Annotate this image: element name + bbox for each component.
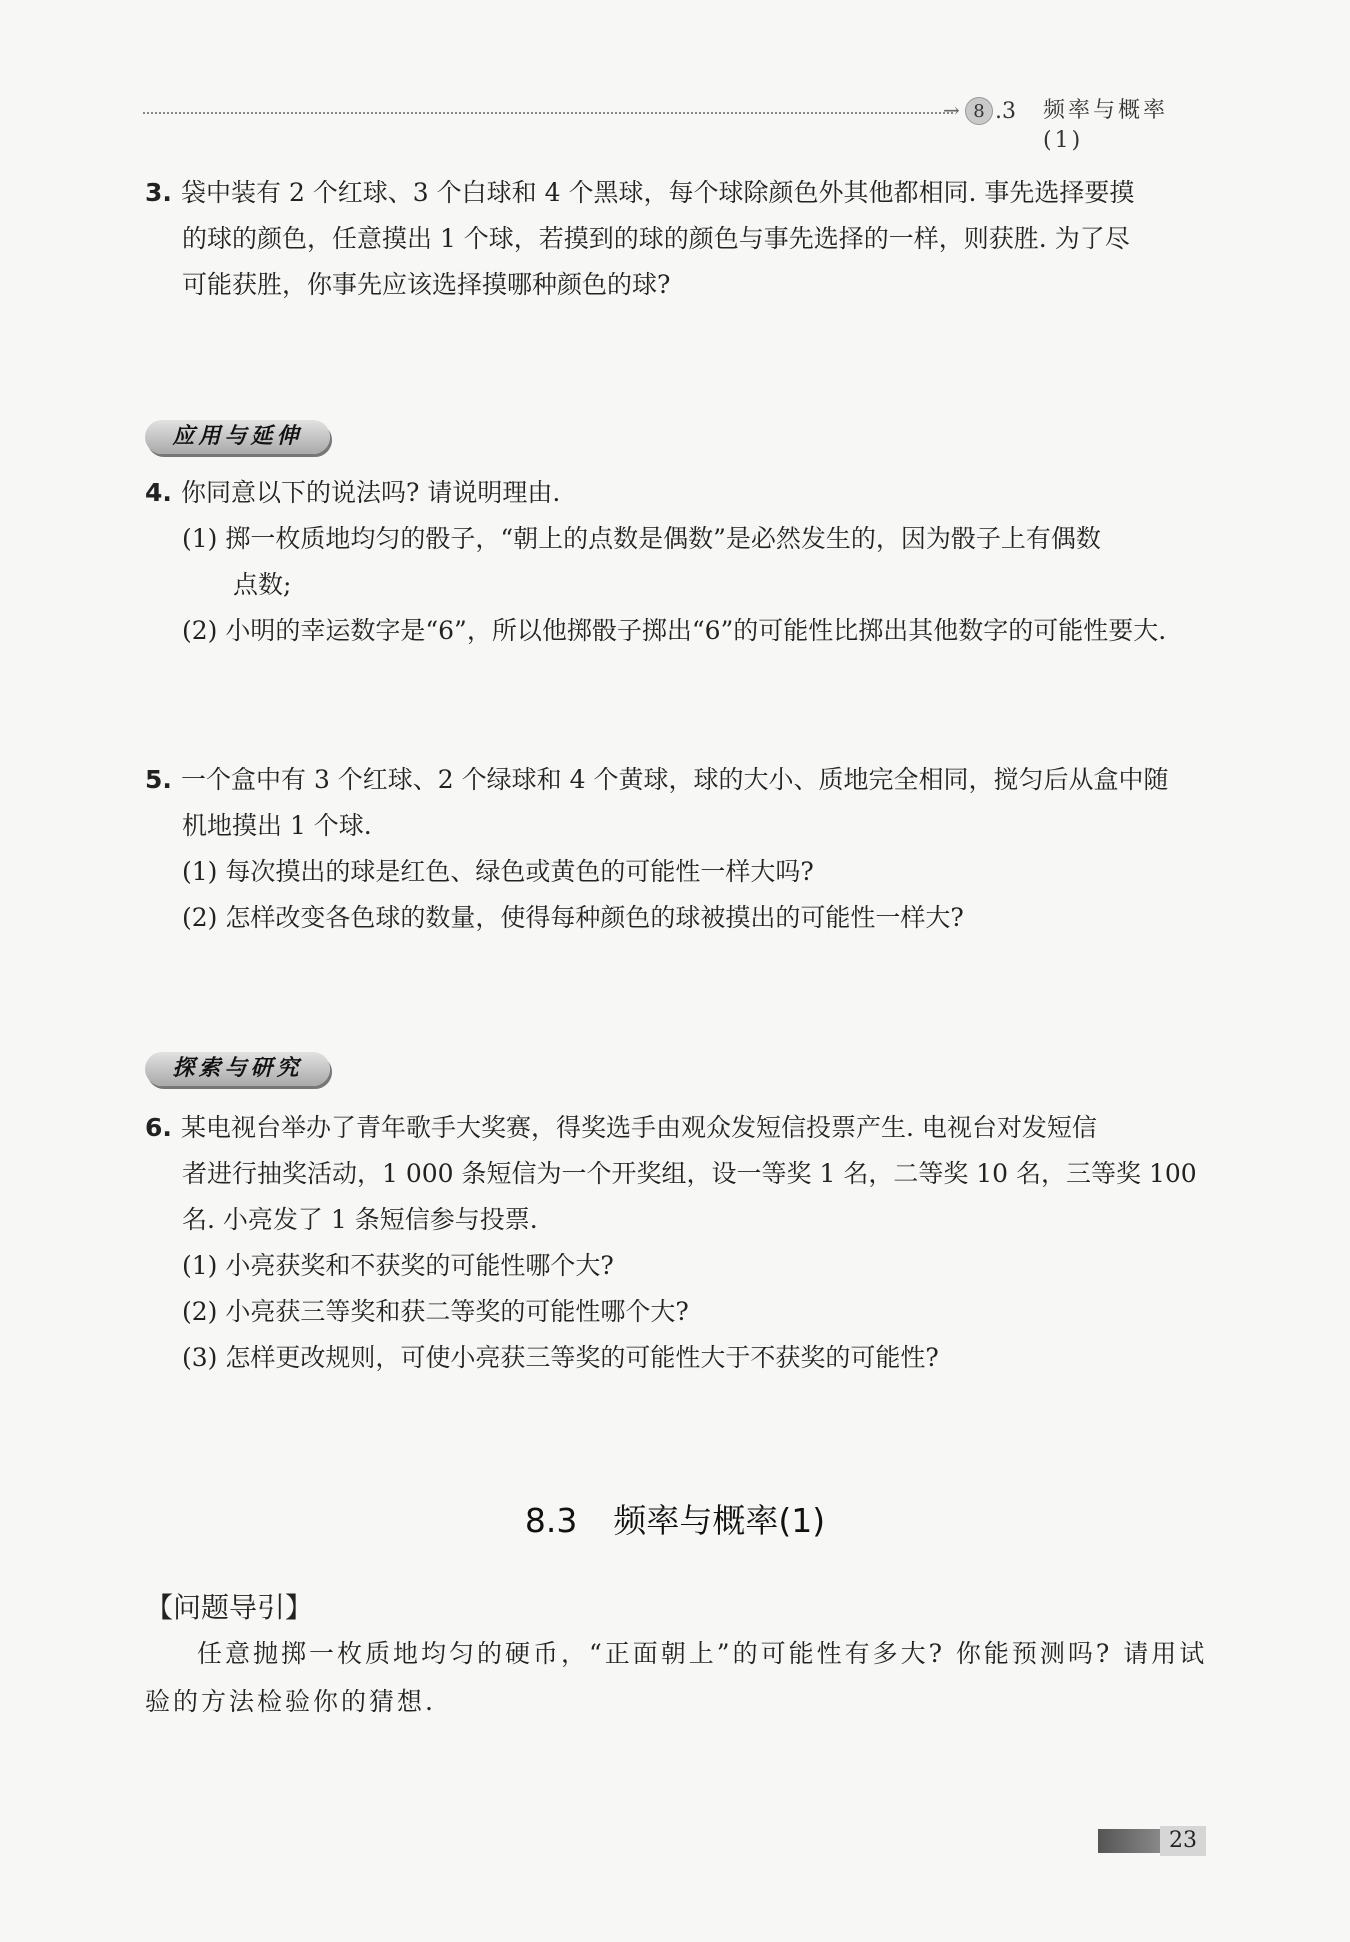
problem-3-line-3: 可能获胜，你事先应该选择摸哪种颜色的球?: [182, 270, 671, 299]
section-heading-title: 频率与概率(1): [613, 1501, 826, 1540]
problem-5-stem-2: 机地摸出 1 个球.: [182, 811, 372, 840]
section-badge: 8: [965, 97, 993, 125]
problem-4-stem: [145, 470, 1205, 516]
running-header: [143, 96, 1203, 153]
header-section-suffix: .3: [995, 98, 1016, 124]
problem-5: [145, 757, 1205, 941]
problem-3: [145, 170, 1205, 308]
problem-6: [145, 1105, 1205, 1381]
problem-5-stem-1: [145, 757, 1205, 803]
problem-4: [145, 470, 1205, 654]
problem-6-sub-2: (2) 小亮获三等奖和获二等奖的可能性哪个大?: [182, 1297, 689, 1326]
problem-number: 5.: [145, 765, 172, 794]
guide-line-1: 任意抛掷一枚质地均匀的硬币，“正面朝上”的可能性有多大? 你能预测吗? 请用试: [197, 1639, 1208, 1668]
page-number: 23: [1160, 1826, 1206, 1856]
problem-6-sub-1: (1) 小亮获奖和不获奖的可能性哪个大?: [182, 1251, 614, 1280]
problem-6-stem-1: [145, 1105, 1205, 1151]
guide-label: 【问题导引】: [145, 1591, 314, 1624]
problem-6-stem-2: 者进行抽奖活动，1 000 条短信为一个开奖组，设一等奖 1 名，二等奖 10 名，三等奖 100: [182, 1159, 1197, 1188]
header-section-number: [965, 96, 1016, 126]
problem-number: 4.: [145, 478, 172, 507]
problem-5-sub-2: (2) 怎样改变各色球的数量，使得每种颜色的球被摸出的可能性一样大?: [182, 903, 964, 932]
tag-explore-research: 探索与研究: [145, 1052, 330, 1086]
section-heading: [0, 1495, 1350, 1542]
header-dotted-line: [143, 112, 953, 114]
problem-3-line-1: [145, 170, 1205, 216]
problem-number: 6.: [145, 1113, 172, 1142]
problem-text: 一个盒中有 3 个红球、2 个绿球和 4 个黄球，球的大小、质地完全相同，搅匀后从盒中随: [181, 765, 1169, 794]
problem-6-sub-3: (3) 怎样更改规则，可使小亮获三等奖的可能性大于不获奖的可能性?: [182, 1343, 939, 1372]
arrow-icon: →: [943, 98, 960, 122]
problem-4-sub-2: (2) 小明的幸运数字是“6”，所以他掷骰子掷出“6”的可能性比掷出其他数字的可能性要大.: [182, 616, 1167, 645]
guide-text: [145, 1630, 1208, 1726]
guide-line-2: 验的方法检验你的猜想.: [145, 1687, 436, 1716]
tag-apply-extend: 应用与延伸: [145, 420, 330, 454]
problem-text: 你同意以下的说法吗? 请说明理由.: [181, 478, 561, 507]
problem-5-sub-1: (1) 每次摸出的球是红色、绿色或黄色的可能性一样大吗?: [182, 857, 814, 886]
problem-6-stem-3: 名. 小亮发了 1 条短信参与投票.: [182, 1205, 538, 1234]
problem-3-line-2: 的球的颜色，任意摸出 1 个球，若摸到的球的颜色与事先选择的一样，则获胜. 为了尽: [182, 224, 1130, 253]
folio-bar: [1098, 1829, 1160, 1853]
problem-4-sub-1: (1) 掷一枚质地均匀的骰子，“朝上的点数是偶数”是必然发生的，因为骰子上有偶数: [182, 524, 1101, 553]
problem-text: 袋中装有 2 个红球、3 个白球和 4 个黑球，每个球除颜色外其他都相同. 事先选择要摸: [181, 178, 1135, 207]
header-section-title: 频率与概率(1): [1043, 98, 1169, 153]
section-heading-number: 8.3: [524, 1501, 578, 1540]
problem-number: 3.: [145, 178, 172, 207]
page-number-box: [1098, 1826, 1206, 1856]
problem-4-sub-1-cont: 点数;: [233, 570, 292, 599]
problem-text: 某电视台举办了青年歌手大奖赛，得奖选手由观众发短信投票产生. 电视台对发短信: [181, 1113, 1097, 1142]
